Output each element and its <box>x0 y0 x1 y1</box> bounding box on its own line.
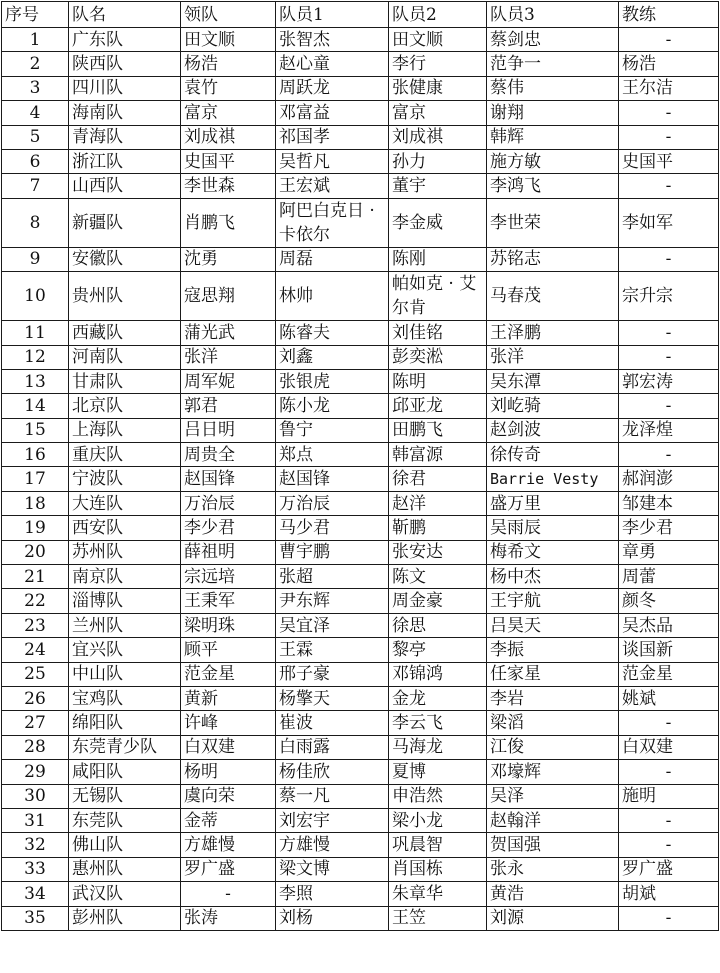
cell-leader: 赵国锋 <box>181 467 276 491</box>
cell-index: 5 <box>2 125 69 149</box>
table-row <box>2 906 719 930</box>
cell-leader: 虞向荣 <box>181 784 276 808</box>
cell-team: 安徽队 <box>69 247 181 271</box>
cell-player3: 苏铭志 <box>487 247 619 271</box>
cell-index: 10 <box>2 272 69 321</box>
cell-coach: 龙泽煌 <box>619 418 719 442</box>
cell-team: 广东队 <box>69 28 181 52</box>
cell-player1: 张超 <box>276 565 389 589</box>
cell-player1: 赵国锋 <box>276 467 389 491</box>
cell-player3: 任家星 <box>487 662 619 686</box>
table-row <box>2 345 719 369</box>
cell-player2: 肖国栋 <box>389 857 487 881</box>
cell-team: 宁波队 <box>69 467 181 491</box>
cell-team: 甘肃队 <box>69 369 181 393</box>
cell-player2: 徐思 <box>389 613 487 637</box>
table-row <box>2 272 719 321</box>
cell-player1: 马少君 <box>276 516 389 540</box>
cell-team: 四川队 <box>69 76 181 100</box>
cell-player1: 李照 <box>276 882 389 906</box>
cell-player1: 林帅 <box>276 272 389 321</box>
cell-team: 上海队 <box>69 418 181 442</box>
cell-index: 28 <box>2 735 69 759</box>
cell-team: 咸阳队 <box>69 760 181 784</box>
cell-index: 23 <box>2 613 69 637</box>
cell-team: 河南队 <box>69 345 181 369</box>
cell-leader: 蒲光武 <box>181 321 276 345</box>
cell-leader: 郭君 <box>181 394 276 418</box>
cell-coach: 杨浩 <box>619 52 719 76</box>
table-row <box>2 418 719 442</box>
cell-coach: 施明 <box>619 784 719 808</box>
cell-player3: 梁滔 <box>487 711 619 735</box>
cell-leader: 黄新 <box>181 686 276 710</box>
cell-team: 中山队 <box>69 662 181 686</box>
cell-coach: 郭宏涛 <box>619 369 719 393</box>
cell-index: 34 <box>2 882 69 906</box>
cell-player3: 范争一 <box>487 52 619 76</box>
cell-leader: 薛祖明 <box>181 540 276 564</box>
table-row <box>2 149 719 173</box>
cell-player2: 梁小龙 <box>389 808 487 832</box>
cell-player3: 王宇航 <box>487 589 619 613</box>
cell-player1: 周磊 <box>276 247 389 271</box>
cell-player1: 刘宏宇 <box>276 808 389 832</box>
cell-leader: 富京 <box>181 101 276 125</box>
cell-coach: 郝润澎 <box>619 467 719 491</box>
table-row <box>2 467 719 491</box>
cell-index: 25 <box>2 662 69 686</box>
cell-player2: 张安达 <box>389 540 487 564</box>
cell-player2: 董宇 <box>389 174 487 198</box>
cell-player3: 杨中杰 <box>487 565 619 589</box>
cell-index: 9 <box>2 247 69 271</box>
cell-leader: 万治辰 <box>181 491 276 515</box>
cell-coach: 范金星 <box>619 662 719 686</box>
table-row <box>2 52 719 76</box>
cell-leader: 梁明珠 <box>181 613 276 637</box>
cell-team: 宝鸡队 <box>69 686 181 710</box>
cell-coach: - <box>619 174 719 198</box>
cell-leader: 肖鹏飞 <box>181 198 276 247</box>
table-row <box>2 516 719 540</box>
cell-player1: 王宏斌 <box>276 174 389 198</box>
cell-leader: 李世森 <box>181 174 276 198</box>
cell-player3: 盛万里 <box>487 491 619 515</box>
table-row <box>2 613 719 637</box>
cell-coach: 史国平 <box>619 149 719 173</box>
cell-coach: 章勇 <box>619 540 719 564</box>
cell-player1: 尹东辉 <box>276 589 389 613</box>
table-row <box>2 321 719 345</box>
cell-player3: 贺国强 <box>487 833 619 857</box>
table-row <box>2 784 719 808</box>
cell-index: 6 <box>2 149 69 173</box>
cell-player2: 帕如克 · 艾尔肯 <box>389 272 487 321</box>
cell-index: 18 <box>2 491 69 515</box>
cell-coach: 吴杰品 <box>619 613 719 637</box>
cell-player2: 李云飞 <box>389 711 487 735</box>
cell-player2: 马海龙 <box>389 735 487 759</box>
cell-team: 南京队 <box>69 565 181 589</box>
cell-team: 海南队 <box>69 101 181 125</box>
cell-leader: 许峰 <box>181 711 276 735</box>
cell-player2: 韩富源 <box>389 443 487 467</box>
cell-coach: - <box>619 808 719 832</box>
table-row <box>2 125 719 149</box>
cell-player1: 崔波 <box>276 711 389 735</box>
table-row <box>2 101 719 125</box>
table-row <box>2 833 719 857</box>
cell-leader: 李少君 <box>181 516 276 540</box>
cell-player1: 曹宇鹏 <box>276 540 389 564</box>
cell-player3: 谢翔 <box>487 101 619 125</box>
cell-player3: 黄浩 <box>487 882 619 906</box>
cell-index: 22 <box>2 589 69 613</box>
cell-coach: - <box>619 28 719 52</box>
cell-team: 陕西队 <box>69 52 181 76</box>
cell-team: 淄博队 <box>69 589 181 613</box>
header-player3: 队员3 <box>487 2 619 28</box>
cell-index: 20 <box>2 540 69 564</box>
cell-player3: 蔡剑忠 <box>487 28 619 52</box>
table-row <box>2 735 719 759</box>
cell-coach: - <box>619 443 719 467</box>
cell-coach: 周蕾 <box>619 565 719 589</box>
cell-player1: 阿巴白克日 · 卡依尔 <box>276 198 389 247</box>
header-coach: 教练 <box>619 2 719 28</box>
cell-leader: 顾平 <box>181 638 276 662</box>
cell-player1: 陈小龙 <box>276 394 389 418</box>
cell-team: 兰州队 <box>69 613 181 637</box>
table-row <box>2 638 719 662</box>
cell-leader: 寇思翔 <box>181 272 276 321</box>
table-row <box>2 369 719 393</box>
cell-coach: - <box>619 833 719 857</box>
cell-player2: 李行 <box>389 52 487 76</box>
cell-player2: 邓锦鸿 <box>389 662 487 686</box>
table-row <box>2 540 719 564</box>
cell-coach: 李如军 <box>619 198 719 247</box>
cell-leader: 范金星 <box>181 662 276 686</box>
cell-index: 24 <box>2 638 69 662</box>
cell-player3: 刘屹骑 <box>487 394 619 418</box>
cell-player2: 陈刚 <box>389 247 487 271</box>
cell-player3: Barrie Vesty <box>487 467 619 491</box>
cell-coach: - <box>619 345 719 369</box>
cell-leader: 杨明 <box>181 760 276 784</box>
cell-player1: 万治辰 <box>276 491 389 515</box>
cell-player1: 刘杨 <box>276 906 389 930</box>
cell-index: 32 <box>2 833 69 857</box>
cell-team: 东莞队 <box>69 808 181 832</box>
cell-coach: 谈国新 <box>619 638 719 662</box>
cell-index: 29 <box>2 760 69 784</box>
cell-coach: - <box>619 125 719 149</box>
header-leader: 领队 <box>181 2 276 28</box>
cell-index: 21 <box>2 565 69 589</box>
cell-leader: 金蒂 <box>181 808 276 832</box>
cell-leader: 罗广盛 <box>181 857 276 881</box>
cell-team: 惠州队 <box>69 857 181 881</box>
table-row <box>2 589 719 613</box>
cell-index: 31 <box>2 808 69 832</box>
cell-player2: 靳鹏 <box>389 516 487 540</box>
cell-leader: 周贵全 <box>181 443 276 467</box>
header-player1: 队员1 <box>276 2 389 28</box>
cell-player2: 孙力 <box>389 149 487 173</box>
cell-player2: 富京 <box>389 101 487 125</box>
cell-player1: 邢子豪 <box>276 662 389 686</box>
table-row <box>2 174 719 198</box>
cell-leader: - <box>181 882 276 906</box>
cell-leader: 史国平 <box>181 149 276 173</box>
cell-index: 8 <box>2 198 69 247</box>
cell-team: 山西队 <box>69 174 181 198</box>
cell-player3: 徐传奇 <box>487 443 619 467</box>
cell-team: 东莞青少队 <box>69 735 181 759</box>
cell-player2: 李金威 <box>389 198 487 247</box>
cell-index: 3 <box>2 76 69 100</box>
cell-player3: 刘源 <box>487 906 619 930</box>
cell-player2: 周金豪 <box>389 589 487 613</box>
table-row <box>2 711 719 735</box>
cell-index: 15 <box>2 418 69 442</box>
cell-player2: 徐君 <box>389 467 487 491</box>
cell-index: 30 <box>2 784 69 808</box>
cell-index: 35 <box>2 906 69 930</box>
table-body <box>2 28 719 931</box>
cell-index: 11 <box>2 321 69 345</box>
cell-player2: 申浩然 <box>389 784 487 808</box>
cell-player1: 邓富益 <box>276 101 389 125</box>
cell-player2: 邱亚龙 <box>389 394 487 418</box>
cell-coach: 罗广盛 <box>619 857 719 881</box>
cell-player3: 吕昊天 <box>487 613 619 637</box>
cell-player3: 吴雨辰 <box>487 516 619 540</box>
cell-team: 绵阳队 <box>69 711 181 735</box>
cell-team: 宜兴队 <box>69 638 181 662</box>
cell-player2: 黎亭 <box>389 638 487 662</box>
cell-index: 13 <box>2 369 69 393</box>
cell-player1: 方雄慢 <box>276 833 389 857</box>
cell-leader: 沈勇 <box>181 247 276 271</box>
cell-team: 武汉队 <box>69 882 181 906</box>
table-row <box>2 808 719 832</box>
cell-leader: 张涛 <box>181 906 276 930</box>
cell-player2: 田鹏飞 <box>389 418 487 442</box>
cell-team: 浙江队 <box>69 149 181 173</box>
cell-team: 西藏队 <box>69 321 181 345</box>
cell-player2: 张健康 <box>389 76 487 100</box>
cell-player3: 赵剑波 <box>487 418 619 442</box>
cell-player2: 金龙 <box>389 686 487 710</box>
cell-player3: 李鸿飞 <box>487 174 619 198</box>
cell-player1: 张银虎 <box>276 369 389 393</box>
team-roster-table <box>1 1 719 931</box>
cell-leader: 宗远培 <box>181 565 276 589</box>
cell-leader: 白双建 <box>181 735 276 759</box>
table-row <box>2 857 719 881</box>
cell-index: 17 <box>2 467 69 491</box>
cell-team: 无锡队 <box>69 784 181 808</box>
cell-coach: 颜冬 <box>619 589 719 613</box>
cell-leader: 吕日明 <box>181 418 276 442</box>
cell-coach: 王尔洁 <box>619 76 719 100</box>
cell-player2: 朱章华 <box>389 882 487 906</box>
cell-coach: - <box>619 760 719 784</box>
cell-player3: 邓壕辉 <box>487 760 619 784</box>
cell-player3: 赵翰洋 <box>487 808 619 832</box>
cell-index: 4 <box>2 101 69 125</box>
cell-player1: 王霖 <box>276 638 389 662</box>
cell-player2: 赵洋 <box>389 491 487 515</box>
table-row <box>2 662 719 686</box>
cell-player1: 杨佳欣 <box>276 760 389 784</box>
header-player2: 队员2 <box>389 2 487 28</box>
header-index: 序号 <box>2 2 69 28</box>
cell-coach: - <box>619 711 719 735</box>
cell-team: 大连队 <box>69 491 181 515</box>
cell-player1: 张智杰 <box>276 28 389 52</box>
table-header <box>2 2 719 28</box>
cell-index: 16 <box>2 443 69 467</box>
table-row <box>2 491 719 515</box>
cell-player3: 韩辉 <box>487 125 619 149</box>
cell-coach: - <box>619 394 719 418</box>
cell-coach: 邹建本 <box>619 491 719 515</box>
cell-player3: 张洋 <box>487 345 619 369</box>
table-row <box>2 394 719 418</box>
table-row <box>2 565 719 589</box>
cell-player3: 蔡伟 <box>487 76 619 100</box>
table-row <box>2 76 719 100</box>
cell-player1: 祁国孝 <box>276 125 389 149</box>
cell-player2: 彭奕淞 <box>389 345 487 369</box>
cell-leader: 周军妮 <box>181 369 276 393</box>
cell-player2: 陈明 <box>389 369 487 393</box>
table-row <box>2 198 719 247</box>
table-row <box>2 882 719 906</box>
table-row <box>2 247 719 271</box>
cell-player1: 蔡一凡 <box>276 784 389 808</box>
cell-player1: 梁文博 <box>276 857 389 881</box>
cell-player1: 吴哲凡 <box>276 149 389 173</box>
cell-player1: 吴宜泽 <box>276 613 389 637</box>
cell-team: 青海队 <box>69 125 181 149</box>
cell-team: 西安队 <box>69 516 181 540</box>
cell-coach: 胡斌 <box>619 882 719 906</box>
cell-coach: 白双建 <box>619 735 719 759</box>
header-row <box>2 2 719 28</box>
cell-index: 26 <box>2 686 69 710</box>
cell-team: 彭州队 <box>69 906 181 930</box>
cell-coach: 姚斌 <box>619 686 719 710</box>
cell-leader: 王秉军 <box>181 589 276 613</box>
cell-index: 1 <box>2 28 69 52</box>
cell-player3: 李振 <box>487 638 619 662</box>
cell-player1: 周跃龙 <box>276 76 389 100</box>
table-row <box>2 686 719 710</box>
cell-player3: 梅希文 <box>487 540 619 564</box>
cell-index: 27 <box>2 711 69 735</box>
cell-coach: - <box>619 906 719 930</box>
cell-player2: 刘佳铭 <box>389 321 487 345</box>
cell-player3: 王泽鹏 <box>487 321 619 345</box>
cell-player2: 田文顺 <box>389 28 487 52</box>
cell-player3: 马春茂 <box>487 272 619 321</box>
cell-player1: 陈睿夫 <box>276 321 389 345</box>
cell-index: 14 <box>2 394 69 418</box>
cell-team: 重庆队 <box>69 443 181 467</box>
table-row <box>2 760 719 784</box>
cell-player2: 夏博 <box>389 760 487 784</box>
cell-player1: 郑点 <box>276 443 389 467</box>
cell-player2: 王笠 <box>389 906 487 930</box>
cell-leader: 张洋 <box>181 345 276 369</box>
cell-coach: - <box>619 101 719 125</box>
cell-player3: 李世荣 <box>487 198 619 247</box>
cell-player1: 鲁宁 <box>276 418 389 442</box>
cell-player1: 白雨露 <box>276 735 389 759</box>
cell-index: 33 <box>2 857 69 881</box>
table-row <box>2 443 719 467</box>
cell-leader: 方雄慢 <box>181 833 276 857</box>
cell-player3: 张永 <box>487 857 619 881</box>
cell-player1: 刘鑫 <box>276 345 389 369</box>
cell-index: 7 <box>2 174 69 198</box>
cell-player3: 吴东潭 <box>487 369 619 393</box>
table-row <box>2 28 719 52</box>
cell-player3: 李岩 <box>487 686 619 710</box>
cell-team: 佛山队 <box>69 833 181 857</box>
header-team: 队名 <box>69 2 181 28</box>
cell-team: 苏州队 <box>69 540 181 564</box>
cell-player3: 施方敏 <box>487 149 619 173</box>
cell-leader: 袁竹 <box>181 76 276 100</box>
cell-player2: 陈文 <box>389 565 487 589</box>
cell-coach: 李少君 <box>619 516 719 540</box>
cell-team: 贵州队 <box>69 272 181 321</box>
cell-coach: - <box>619 247 719 271</box>
cell-team: 新疆队 <box>69 198 181 247</box>
cell-player1: 杨擎天 <box>276 686 389 710</box>
cell-leader: 田文顺 <box>181 28 276 52</box>
cell-index: 19 <box>2 516 69 540</box>
cell-player3: 吴泽 <box>487 784 619 808</box>
cell-leader: 杨浩 <box>181 52 276 76</box>
cell-player1: 赵心童 <box>276 52 389 76</box>
cell-player3: 江俊 <box>487 735 619 759</box>
cell-team: 北京队 <box>69 394 181 418</box>
cell-index: 2 <box>2 52 69 76</box>
cell-index: 12 <box>2 345 69 369</box>
cell-player2: 巩晨智 <box>389 833 487 857</box>
cell-coach: 宗升宗 <box>619 272 719 321</box>
cell-player2: 刘成祺 <box>389 125 487 149</box>
cell-leader: 刘成祺 <box>181 125 276 149</box>
cell-coach: - <box>619 321 719 345</box>
